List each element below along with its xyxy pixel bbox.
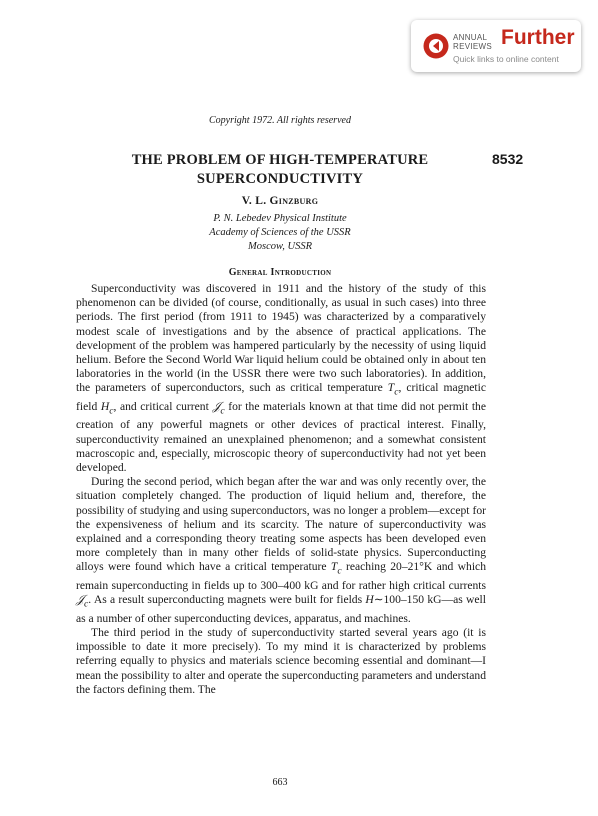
symbol-jc — [76, 593, 89, 610]
symbol-hc — [100, 399, 114, 417]
section-heading: General Introduction — [228, 267, 332, 278]
further-badge[interactable] — [411, 20, 581, 72]
badge-reviews-label: REVIEWS — [453, 42, 492, 51]
annual-reviews-logo-icon — [423, 33, 449, 59]
copyright-notice: Copyright 1972. All rights reserved — [209, 115, 351, 126]
subscript-c: c — [84, 598, 89, 610]
paragraph-1-part-a: Superconductivity was discovered in 1911 and the history of the study of this phenomenon can be divided (of course, conditionally, as usual in such cases) into three periods. The first period (from 1911 to 1945) was characterized by a comparatively modest scale of investigations and by the absence of practical applications. The development of the problem was hampered particularly by the necessity of using liquid helium. Before the Second World War liquid helium could be obtained only in about ten laboratories in the world (in the USSR there were two such laboratories). In addition, the parameters of superconductors, such as critical temperature — [76, 282, 486, 395]
affiliation-academy: Academy of Sciences of the USSR — [209, 227, 351, 238]
affiliation-location: Moscow, USSR — [248, 241, 312, 252]
author-name: V. L. Ginzburg — [241, 195, 319, 207]
paragraph-2-part-d: 100–150 kG—as well as a number of other superconducting devices, apparatus, and machines. — [76, 593, 486, 625]
paragraph-1-part-d: for the materials known at that time did not permit the creation of any powerful magnets or other devices of practical interest. Finally, superconductivity remained an unexplained phenomenon; and a somewhat consistent macroscopic and, especially, microscopic theory of superconductivity had not yet been developed. — [76, 399, 486, 475]
symbol-jc — [212, 399, 225, 417]
page-number: 663 — [272, 777, 288, 788]
affiliation-institute: P. N. Lebedev Physical Institute — [213, 213, 347, 224]
article-code: 8532 — [492, 151, 524, 167]
symbol-t: T — [387, 381, 395, 395]
paragraph-1-part-b: , critical magnetic field — [76, 381, 486, 413]
subscript-c: c — [109, 405, 114, 417]
title-line-1: THE PROBLEM OF HIGH-TEMPERATURE — [131, 152, 429, 168]
symbol-h-sim: H∼ — [365, 593, 384, 607]
badge-annual-reviews — [453, 33, 492, 51]
paragraph-2-part-b: reaching 20–21°K and which remain superconducting in fields up to 300–400 kG and for rather high critical currents — [76, 560, 486, 592]
paragraph-2-part-c: . As a result superconducting magnets were built for fields — [88, 593, 366, 607]
symbol-h: H — [100, 399, 110, 413]
symbol-j: 𝒥 — [212, 399, 221, 413]
article-title — [90, 151, 470, 189]
symbol-j: 𝒥 — [76, 593, 84, 607]
subscript-c: c — [337, 565, 342, 577]
body-text — [76, 282, 486, 697]
paragraph-2 — [76, 475, 486, 626]
paragraph-2-part-a: During the second period, which began after the war and was only recently over, the situation completely changed. The production of liquid helium and, therefore, the possibility of studying and using superconductors, was no longer a problem—except for the expensiveness of helium and its scarcity. The nature of superconductivity was explained and a corresponding theory treating some aspects has been developed even more completely than in many other fields of solid-state physics. Superconducting alloys were found which have a critical temperature — [76, 475, 486, 574]
paragraph-3: The third period in the study of superconductivity started several years ago (it is impossible to date it more precisely). To my mind it is characterized by problems referring equally to physics and materials science becoming essential and dominant—I mean the possibility to alter and operate the superconducting parameters and understand the factors defining them. The — [76, 625, 486, 696]
badge-further-label: Further — [501, 26, 575, 49]
badge-quick-links-label: Quick links to online content — [453, 54, 559, 64]
symbol-tc — [330, 560, 342, 577]
title-line-2: SUPERCONDUCTIVITY — [196, 171, 364, 187]
paragraph-1-part-c: , and critical current — [113, 399, 213, 413]
paragraph-1 — [76, 282, 486, 475]
badge-annual-label: ANNUAL — [453, 33, 488, 42]
symbol-tc — [387, 381, 399, 398]
subscript-c: c — [220, 405, 225, 417]
subscript-c: c — [394, 386, 399, 398]
symbol-t: T — [330, 560, 338, 574]
